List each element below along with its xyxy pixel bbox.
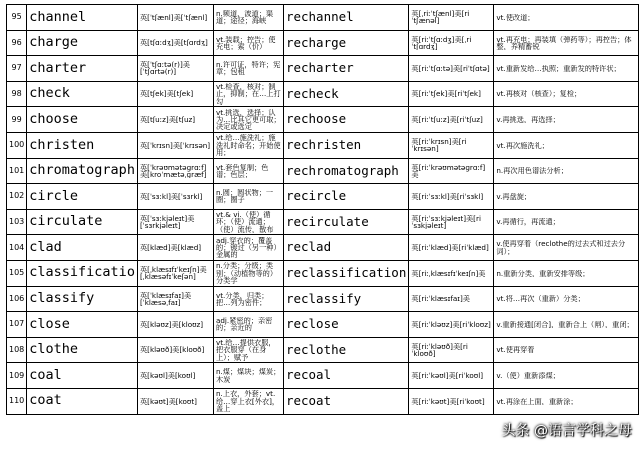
table-row <box>7 158 639 184</box>
row-number <box>7 30 27 56</box>
phonetic-cell-text: 英[tʃuːz]美[tʃuz] <box>139 116 196 124</box>
phonetic-cell-text: 英[ˈkrɪsn]美[ˈkrɪsən] <box>139 141 211 149</box>
row-number <box>7 388 27 414</box>
row-number <box>7 56 27 82</box>
re-phonetic-cell-text: 英[ˌriːˈtʃænl]美[riˈtʃænəl] <box>411 10 470 25</box>
re-meaning-cell-text: v.再盘旋； <box>496 192 532 201</box>
row-number <box>7 260 27 286</box>
phonetic-cell <box>137 30 213 56</box>
re-word-cell-text: recirculate <box>285 213 369 229</box>
re-meaning-cell <box>494 235 639 261</box>
re-phonetic-cell <box>409 30 494 56</box>
row-number <box>7 5 27 31</box>
re-meaning-cell <box>494 81 639 107</box>
row-number-text: 95 <box>11 12 22 22</box>
re-word-cell-text: reclassification <box>285 264 407 280</box>
phonetic-cell <box>137 260 213 286</box>
re-meaning-cell-text: vt.使改道； <box>496 13 535 21</box>
phonetic-cell <box>137 209 213 235</box>
re-meaning-cell-text: v.再循行，再流通； <box>496 218 560 226</box>
word-cell-text: channel <box>29 8 87 25</box>
re-meaning-cell <box>494 312 639 338</box>
re-word-cell-text: reclothe <box>285 341 347 357</box>
phonetic-cell-text: 英[kləʊz]美[kloʊz] <box>139 320 204 329</box>
table-row <box>7 5 639 31</box>
row-number <box>7 235 27 261</box>
re-phonetic-cell <box>409 286 494 312</box>
re-meaning-cell-text: vt.再涂在上面，重新涂； <box>496 397 578 405</box>
re-meaning-cell-text: vt.重新发给…执照；重新发的特许状； <box>496 64 621 73</box>
re-meaning-cell <box>494 5 639 31</box>
re-phonetic-cell <box>409 158 494 184</box>
re-word-cell <box>283 209 408 235</box>
re-meaning-cell <box>494 30 639 56</box>
re-phonetic-cell <box>409 107 494 133</box>
re-phonetic-cell-text: 英[riːˈkləʊz]美[riˈkloʊz] <box>411 320 491 329</box>
table-row <box>7 312 639 338</box>
phonetic-cell <box>137 5 213 31</box>
meaning-cell <box>213 363 283 389</box>
word-cell <box>27 132 138 158</box>
word-cell <box>27 158 138 184</box>
meaning-cell <box>213 337 283 363</box>
re-phonetic-cell-text: 英[riːˈtʃuːz]美[riˈtʃuz] <box>411 116 483 124</box>
meaning-cell <box>213 312 283 338</box>
phonetic-cell-text: 英[tʃɑːdʒ]美[tʃɑrdʒ] <box>139 39 208 47</box>
re-phonetic-cell <box>409 337 494 363</box>
row-number-text: 103 <box>9 217 25 227</box>
re-phonetic-cell-text: 英[riːˈkrəʊmətəɡrɑːf]美 <box>411 163 486 179</box>
row-number <box>7 132 27 158</box>
re-word-cell-text: recharge <box>285 34 347 50</box>
meaning-cell-text: vt.分类，归类；把…列为密件； <box>215 291 269 307</box>
phonetic-cell <box>137 107 213 133</box>
phonetic-cell-text: 英[ˈklæsɪfaɪ]美[ˈklæsəˌfaɪ] <box>139 291 192 307</box>
re-word-cell <box>283 158 408 184</box>
meaning-cell-text: vt.& vi.（使）循环；（使）流通；（使）流传，散布 <box>215 211 274 233</box>
table-row <box>7 56 639 82</box>
word-cell <box>27 337 138 363</box>
re-meaning-cell <box>494 260 639 286</box>
phonetic-cell <box>137 56 213 82</box>
re-meaning-cell <box>494 286 639 312</box>
word-cell <box>27 388 138 414</box>
re-phonetic-cell-text: 英[riːˈtʃɑːtə]美[riˈtʃɑtə] <box>411 64 490 73</box>
table-row <box>7 132 639 158</box>
re-meaning-cell-text: v.使再穿着（reclothe的过去式和过去分词）； <box>496 240 626 255</box>
meaning-cell-text: n.分类；分级；类别；（动植物等的）分类学 <box>215 262 278 285</box>
meaning-cell <box>213 56 283 82</box>
re-phonetic-cell-text: 英[riːˈkəʊt]美[riˈkoʊt] <box>411 397 485 405</box>
re-phonetic-cell-text: 英[riːˈklæsɪfaɪ]美 <box>411 295 470 303</box>
re-word-cell <box>283 132 408 158</box>
re-word-cell <box>283 235 408 261</box>
re-phonetic-cell <box>409 5 494 31</box>
word-cell <box>27 107 138 133</box>
phonetic-cell <box>137 158 213 184</box>
re-phonetic-cell <box>409 363 494 389</box>
row-number-text: 99 <box>11 114 22 124</box>
phonetic-cell-text: 英[ˈtʃænl]美[ˈtʃænl] <box>139 13 208 21</box>
row-number <box>7 286 27 312</box>
row-number <box>7 158 27 184</box>
re-phonetic-cell-text: 英[riːˈkrɪsn]美[riˈkrɪsən] <box>411 138 467 153</box>
row-number-text: 97 <box>11 63 22 73</box>
meaning-cell <box>213 388 283 414</box>
re-phonetic-cell-text: 英[riːˈtʃɑːdʒ]美[ˌriˈtʃɑrdʒ] <box>411 35 472 51</box>
table-row <box>7 209 639 235</box>
table-row <box>7 260 639 286</box>
re-meaning-cell <box>494 363 639 389</box>
word-cell <box>27 260 138 286</box>
word-cell-text: christen <box>29 136 95 153</box>
re-word-cell <box>283 30 408 56</box>
re-phonetic-cell <box>409 56 494 82</box>
re-meaning-cell <box>494 56 639 82</box>
meaning-cell <box>213 158 283 184</box>
re-word-cell <box>283 337 408 363</box>
phonetic-cell-text: 英[ˈkrəʊmətəɡrɑːf]美[kroˈmætəˌɡræf] <box>139 163 207 179</box>
row-number-text: 98 <box>11 89 22 99</box>
meaning-cell <box>213 235 283 261</box>
phonetic-cell <box>137 235 213 261</box>
re-word-cell <box>283 286 408 312</box>
re-phonetic-cell-text: 英[riːˌklæsɪfɪˈkeɪʃn]美 <box>411 269 486 277</box>
meaning-cell-text: vt.挑选，选择；认为…比其它更可取；决定或选定 <box>215 108 281 131</box>
row-number-text: 100 <box>9 140 25 150</box>
table-row <box>7 30 639 56</box>
row-number <box>7 209 27 235</box>
table-row <box>7 81 639 107</box>
table-row <box>7 286 639 312</box>
phonetic-cell <box>137 81 213 107</box>
word-cell-text: coal <box>29 366 62 383</box>
re-meaning-cell <box>494 158 639 184</box>
meaning-cell-text: vt.套色复制；色谱；色层； <box>215 163 269 179</box>
phonetic-cell <box>137 337 213 363</box>
re-word-cell-text: reclose <box>285 316 339 332</box>
meaning-cell-text: vt.给…提供衣服，把衣服穿（在身上）；赋予 <box>215 339 276 361</box>
phonetic-cell-text: 英[kləʊð]美[kloʊð] <box>139 346 205 354</box>
table-row <box>7 235 639 261</box>
re-phonetic-cell <box>409 209 494 235</box>
word-cell <box>27 235 138 261</box>
re-word-cell-text: rechristen <box>285 137 362 153</box>
re-word-cell-text: recoat <box>285 392 332 408</box>
word-cell <box>27 56 138 82</box>
re-word-cell <box>283 260 408 286</box>
re-meaning-cell-text: vt.再充电；再装填（弹药等）；再控告；体整，养精蓄锐 <box>496 35 632 51</box>
phonetic-cell-text: 英[ˌklæsɪfɪˈkeɪʃn]美[ˌklæsəfɪˈkeʃən] <box>139 266 207 281</box>
word-cell <box>27 184 138 210</box>
re-meaning-cell <box>494 388 639 414</box>
word-cell <box>27 312 138 338</box>
re-word-cell <box>283 56 408 82</box>
row-number <box>7 312 27 338</box>
phonetic-cell-text: 英[kəʊl]美[koʊl] <box>139 372 196 380</box>
re-meaning-cell <box>494 209 639 235</box>
re-phonetic-cell <box>409 235 494 261</box>
row-number <box>7 363 27 389</box>
re-word-cell-text: rechromatograph <box>285 162 399 178</box>
re-word-cell <box>283 388 408 414</box>
re-phonetic-cell <box>409 81 494 107</box>
table-row <box>7 184 639 210</box>
re-phonetic-cell-text: 英[riːˈkəʊl]美[riˈkoʊl] <box>411 372 484 380</box>
meaning-cell-text: vt.装载；控告；使充电；索（价） <box>215 35 276 51</box>
phonetic-cell <box>137 286 213 312</box>
word-cell <box>27 5 138 31</box>
re-meaning-cell-text: vt.使再穿着 <box>496 346 535 354</box>
re-word-cell-text: rechoose <box>285 111 347 127</box>
re-meaning-cell <box>494 184 639 210</box>
meaning-cell-text: n.许可证，特许；宪章；包租 <box>215 61 281 76</box>
row-number-text: 102 <box>9 191 25 201</box>
word-cell <box>27 286 138 312</box>
re-meaning-cell-text: v.再挑选，再选择； <box>496 116 560 124</box>
word-cell-text: charge <box>29 34 79 51</box>
re-word-cell <box>283 107 408 133</box>
meaning-cell <box>213 107 283 133</box>
row-number-text: 110 <box>9 396 25 406</box>
phonetic-cell <box>137 132 213 158</box>
re-word-cell-text: recircle <box>285 188 347 204</box>
watermark: 头条 @语言学科之母 <box>501 423 632 439</box>
meaning-cell <box>213 184 283 210</box>
re-word-cell-text: reclassify <box>285 290 362 306</box>
table-row <box>7 107 639 133</box>
re-word-cell <box>283 312 408 338</box>
re-word-cell-text: recheck <box>285 85 339 101</box>
table-row <box>7 363 639 389</box>
re-phonetic-cell-text: 英[riːˈsɜːkl]美[riˈsɜkl] <box>411 192 484 201</box>
re-meaning-cell <box>494 107 639 133</box>
word-cell-text: chromatograph <box>29 162 135 179</box>
word-cell-text: check <box>29 85 70 102</box>
re-meaning-cell-text: vt.再次施洗礼； <box>496 141 549 149</box>
table-row <box>7 337 639 363</box>
meaning-cell-text: vt.给…施洗礼；施洗礼时命名；开始使用； <box>215 134 281 157</box>
word-cell <box>27 81 138 107</box>
re-phonetic-cell-text: 英[riːˈkləʊð]美[riˈkloʊð] <box>411 342 468 358</box>
re-meaning-cell-text: n.再次用色谱法分析； <box>496 167 568 175</box>
word-cell-text: close <box>29 315 70 332</box>
meaning-cell <box>213 286 283 312</box>
word-cell-text: clad <box>29 238 62 255</box>
row-number-text: 106 <box>9 293 25 303</box>
word-cell-text: circulate <box>29 213 103 230</box>
re-phonetic-cell-text: 英[riːˈtʃek]美[riˈtʃek] <box>411 90 481 98</box>
phonetic-cell-text: 英[ˈtʃɑːtə(r)]美[ˈtʃɑrtə(r)] <box>139 61 190 76</box>
row-number <box>7 81 27 107</box>
meaning-cell-text: n.上衣，外套；vt.给…穿上衣[外衣]，盖上 <box>215 390 280 412</box>
re-meaning-cell <box>494 132 639 158</box>
phonetic-cell <box>137 312 213 338</box>
re-phonetic-cell <box>409 132 494 158</box>
row-number-text: 104 <box>9 242 25 252</box>
row-number <box>7 107 27 133</box>
word-cell-text: charter <box>29 59 87 76</box>
phonetic-cell-text: 英[klæd]美[klæd] <box>139 244 202 252</box>
phonetic-cell-text: 英[ˈsɜːkjəleɪt]美[ˈsɜrkjəleɪt] <box>139 214 195 230</box>
meaning-cell-text: n.圆；圆状物；一圈；圈子 <box>215 189 274 204</box>
row-number <box>7 337 27 363</box>
word-cell-text: coat <box>29 392 62 409</box>
word-cell <box>27 209 138 235</box>
row-number-text: 96 <box>11 37 22 47</box>
re-meaning-cell-text: vt.再核对（核查）；复检； <box>496 90 582 98</box>
re-meaning-cell <box>494 337 639 363</box>
re-word-cell <box>283 363 408 389</box>
re-phonetic-cell <box>409 184 494 210</box>
meaning-cell <box>213 132 283 158</box>
table-body <box>7 5 639 415</box>
meaning-cell <box>213 5 283 31</box>
meaning-cell-text: n.煤；煤块；煤炭；木炭 <box>215 368 281 383</box>
re-phonetic-cell <box>409 260 494 286</box>
meaning-cell-text: n.频道，波道；渠道；途径；海峡 <box>215 10 274 25</box>
row-number <box>7 184 27 210</box>
word-cell-text: classificatio <box>29 264 135 281</box>
row-number-text: 108 <box>9 345 25 355</box>
re-word-cell <box>283 81 408 107</box>
re-word-cell <box>283 184 408 210</box>
meaning-cell <box>213 209 283 235</box>
phonetic-cell <box>137 388 213 414</box>
re-phonetic-cell <box>409 312 494 338</box>
meaning-cell <box>213 260 283 286</box>
row-number-text: 105 <box>9 268 25 278</box>
word-cell-text: circle <box>29 187 79 204</box>
table-row <box>7 388 639 414</box>
re-phonetic-cell <box>409 388 494 414</box>
phonetic-cell-text: 英[ˈsɜːkl]美[ˈsɜrkl] <box>139 192 203 201</box>
re-meaning-cell-text: v.重新接通[闭合]，重新合上（闸），重闭； <box>496 320 634 329</box>
meaning-cell-text: adj.穿衣的；覆盖的；镀过（另一种）金属的 <box>215 236 281 259</box>
meaning-cell-text: adj.紧密的；亲密的；亲近的 <box>215 317 273 332</box>
re-phonetic-cell-text: 英[riːˈklæd]美[riˈklæd] <box>411 244 489 252</box>
meaning-cell <box>213 30 283 56</box>
re-word-cell-text: reclad <box>285 239 332 255</box>
meaning-cell <box>213 81 283 107</box>
word-cell-text: clothe <box>29 341 79 358</box>
phonetic-cell <box>137 184 213 210</box>
phonetic-cell-text: 英[kəʊt]美[koʊt] <box>139 397 197 405</box>
re-meaning-cell-text: n.重新分类，重新安排等级； <box>496 269 590 277</box>
row-number-text: 109 <box>9 370 25 380</box>
row-number-text: 107 <box>9 319 25 329</box>
row-number-text: 101 <box>9 165 25 175</box>
meaning-cell-text: vt.检查，核对；制止，抑制；在…上打勾 <box>215 83 281 105</box>
word-cell <box>27 30 138 56</box>
word-cell-text: classify <box>29 290 95 307</box>
word-cell-text: choose <box>29 110 79 127</box>
vocabulary-table <box>6 4 639 415</box>
word-cell <box>27 363 138 389</box>
phonetic-cell <box>137 363 213 389</box>
re-word-cell-text: recharter <box>285 60 354 76</box>
re-word-cell <box>283 5 408 31</box>
re-phonetic-cell-text: 英[riːˈsɜːkjəleɪt]美[riˈsɜkjəleɪt] <box>411 214 481 230</box>
re-meaning-cell-text: v.（使）重新添煤； <box>496 372 560 380</box>
re-meaning-cell-text: vt.将…再次（重新）分类； <box>496 295 585 303</box>
phonetic-cell-text: 英[tʃek]美[tʃek] <box>139 90 194 98</box>
re-word-cell-text: rechannel <box>285 9 354 25</box>
re-word-cell-text: recoal <box>285 367 332 383</box>
